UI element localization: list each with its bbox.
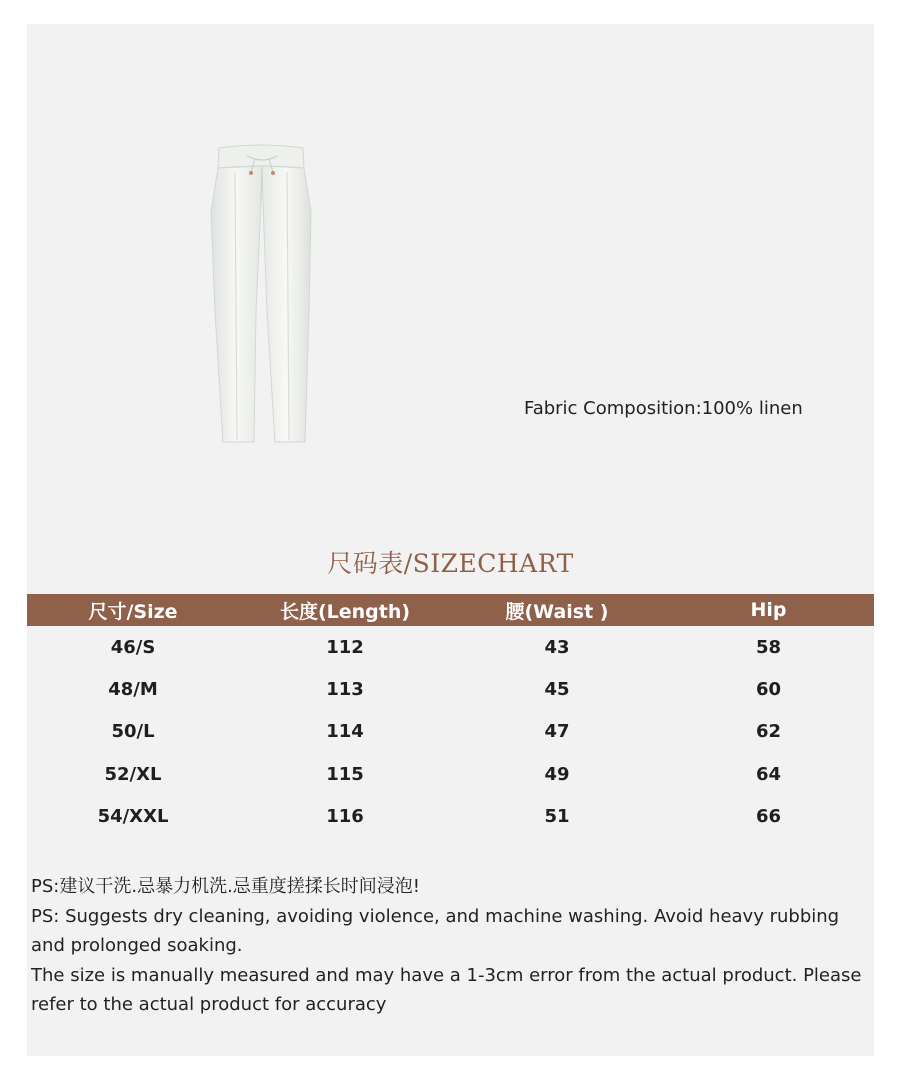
cell-waist: 47 [544,721,570,743]
table-header-row [27,594,874,626]
cell-hip: 66 [755,806,782,828]
cell-size: 46/S [110,636,156,658]
cell-waist: 45 [544,679,570,701]
header-hip: Hip [663,594,874,626]
size-chart-table [27,594,874,838]
cell-waist: 49 [544,763,570,785]
cell-waist: 51 [544,806,570,828]
measurement-note: The size is manually measured and may have a 1-3cm error from the actual product. Please refer to the actual product for accuracy [31,964,862,1015]
care-note-chinese: PS:建议干洗.忌暴力机洗.忌重度搓揉长时间浸泡! [31,876,421,897]
cell-size: 52/XL [104,763,162,785]
cell-size: 48/M [108,679,158,701]
cell-length: 114 [326,721,364,743]
header-size: 尺寸/Size [27,594,239,626]
header-length: 长度(Length) [239,594,451,626]
size-chart-title: 尺码表/SIZECHART [327,549,574,578]
table-row [27,711,874,753]
care-note-english: PS: Suggests dry cleaning, avoiding violence, and machine washing. Avoid heavy rubbing and prolonged soaking. [31,905,840,956]
cell-length: 112 [326,636,364,658]
cell-hip: 62 [755,721,782,743]
cell-hip: 64 [755,763,782,785]
cell-size: 50/L [111,721,155,743]
cell-waist: 43 [544,636,570,658]
care-notes [31,872,866,1020]
table-row [27,796,874,838]
fabric-composition: Fabric Composition:100% linen [524,398,803,419]
table-row [27,626,874,668]
cell-length: 113 [326,679,364,701]
cell-hip: 58 [755,636,782,658]
cell-length: 115 [326,763,364,785]
table-row [27,668,874,710]
cell-size: 54/XXL [97,806,169,828]
cell-length: 116 [326,806,364,828]
header-waist: 腰(Waist ) [451,594,663,626]
product-panel [27,24,874,1056]
cell-hip: 60 [755,679,782,701]
table-row [27,753,874,795]
linen-trousers-image [187,142,337,447]
